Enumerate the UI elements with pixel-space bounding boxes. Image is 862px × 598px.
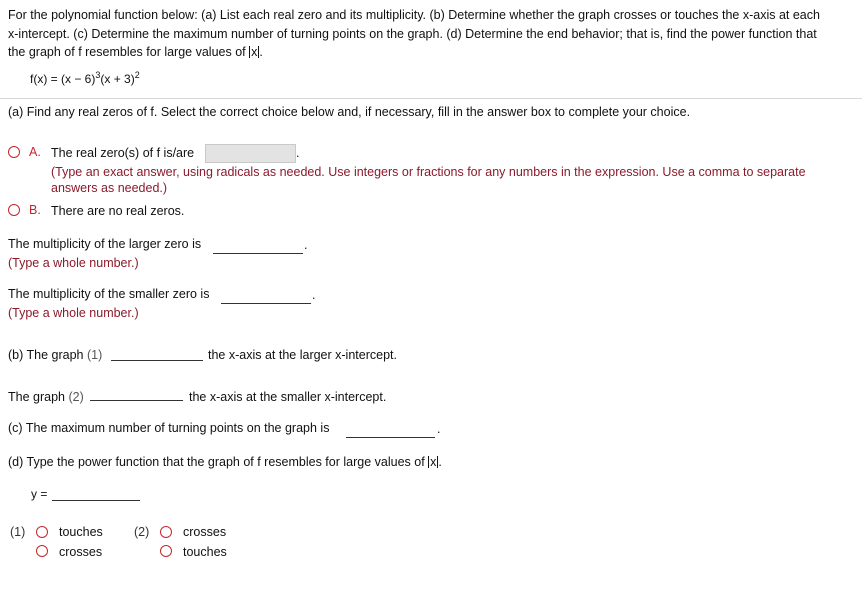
dropdown-ref-1: (1)	[87, 348, 103, 362]
part-b-line-1-post: the x-axis at the larger x-intercept.	[208, 348, 397, 362]
function-definition: $f(x) = (x - 6)^3(x + 3)^2$	[30, 70, 140, 86]
intro-line-3: the graph of f resembles for large values of x .	[8, 45, 263, 59]
option-a-letter: A.	[29, 145, 41, 159]
group-1-option-crosses[interactable]: crosses	[59, 545, 103, 559]
group-2-option-touches[interactable]: touches	[183, 545, 227, 559]
part-c-text: (c) The maximum number of turning points on the graph is	[8, 421, 330, 435]
smaller-multiplicity-period: .	[312, 288, 316, 302]
intro-line-2: x-intercept. (c) Determine the maximum number of turning points on the graph. (d) Determine the end behavior; that is, find the power function that	[8, 26, 817, 41]
smaller-multiplicity-label: The multiplicity of the smaller zero is	[8, 287, 210, 301]
abs-x: x	[251, 45, 258, 59]
group-2-option-crosses[interactable]: crosses	[183, 525, 227, 539]
larger-multiplicity-hint: (Type a whole number.)	[8, 256, 139, 270]
group-2-option-touches-radio[interactable]	[160, 545, 172, 557]
turning-points-input[interactable]	[346, 437, 435, 438]
option-a-hint-line-1: (Type an exact answer, using radicals as needed. Use integers or fractions for any numbers in the expression. Use a comma to separate	[51, 165, 806, 179]
option-a-radio[interactable]	[8, 146, 20, 158]
part-b-line-2: The graph (2)	[8, 390, 84, 404]
part-b-line-2-post: the x-axis at the smaller x-intercept.	[189, 390, 387, 404]
divider	[0, 98, 862, 99]
smaller-multiplicity-hint: (Type a whole number.)	[8, 306, 139, 320]
option-b-radio[interactable]	[8, 204, 20, 216]
problem-statement	[8, 6, 856, 62]
option-a-text: The real zero(s) of f is/are	[51, 146, 195, 160]
smaller-multiplicity-input[interactable]	[221, 303, 311, 304]
option-a-period: .	[296, 146, 300, 160]
real-zeros-input[interactable]	[205, 144, 296, 163]
group-1-option-crosses-radio[interactable]	[36, 545, 48, 557]
option-group-2-label: (2)	[134, 525, 150, 539]
dropdown-ref-2: (2)	[68, 390, 84, 404]
larger-multiplicity-period: .	[304, 238, 308, 252]
option-a-hint-line-2: answers as needed.)	[51, 181, 168, 195]
part-a-prompt: (a) Find any real zeros of f. Select the correct choice below and, if necessary, fill in the answer box to complete your choice.	[8, 105, 691, 119]
part-b-line-1: (b) The graph (1)	[8, 348, 103, 362]
abs-x-d: x	[430, 455, 437, 469]
option-b-letter: B.	[29, 203, 41, 217]
intro-line-1: For the polynomial function below: (a) List each real zero and its multiplicity. (b) Determine whether the graph crosses or touches the x-axis at each	[8, 8, 820, 22]
option-group-1-label: (1)	[10, 525, 26, 539]
part-c-period: .	[437, 422, 441, 436]
y-equals-label: y =	[31, 487, 48, 501]
graph-behavior-1-dropdown[interactable]	[111, 360, 203, 361]
option-b-text: There are no real zeros.	[51, 204, 185, 218]
larger-multiplicity-input[interactable]	[213, 253, 303, 254]
group-1-option-touches-radio[interactable]	[36, 526, 48, 538]
part-d-text: (d) Type the power function that the graph of f resembles for large values of x .	[8, 455, 442, 469]
group-2-option-crosses-radio[interactable]	[160, 526, 172, 538]
graph-behavior-2-dropdown[interactable]	[90, 400, 183, 401]
group-1-option-touches[interactable]: touches	[59, 525, 103, 539]
larger-multiplicity-label: The multiplicity of the larger zero is	[8, 237, 202, 251]
power-function-input[interactable]	[52, 500, 140, 501]
